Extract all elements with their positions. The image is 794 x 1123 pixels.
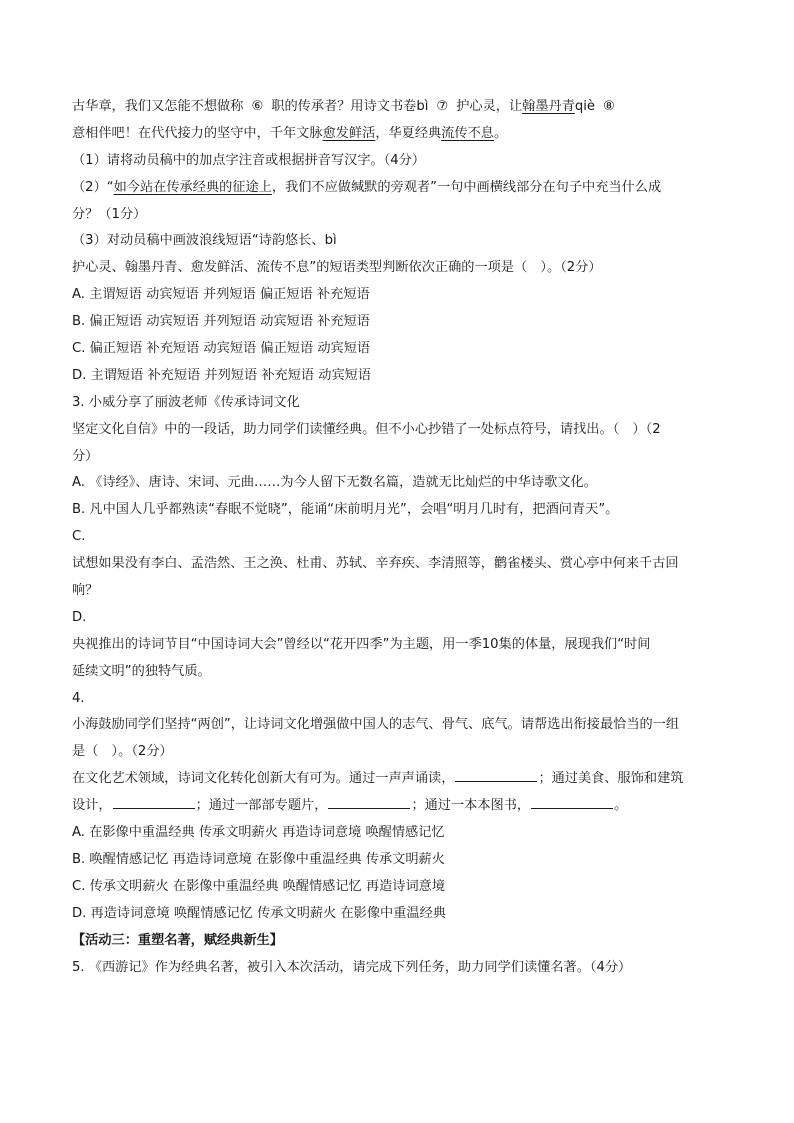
option-c-label: C. [72, 529, 86, 545]
option-c-cont: 响？ [72, 583, 99, 599]
option-a: A. 在影像中重温经典 传承文明薪火 再造诗词意境 唤醒情感记忆 [72, 825, 445, 841]
question-2-3: （3）对动员稿中画波浪线短语“诗韵悠长、bì [72, 233, 337, 249]
option-d: 央视推出的诗词节目“中国诗词大会”曾经以“花开四季”为主题，用一季10集的体量，展现我们“时间 [72, 636, 651, 652]
question-2-2: （2）“如今站在传承经典的征途上，我们不应做缄默的旁观者”一句中画横线部分在句子中充当什么成 [72, 179, 662, 195]
section-heading: 【活动三：重塑名著，赋经典新生】 [72, 932, 283, 948]
question-3-cont: 坚定文化自信》中的一段话，助力同学们读懂经典。但不小心抄错了一处标点符号，请找出。（ ）（2 [72, 421, 661, 437]
option-d-cont: 延续文明”的独特气质。 [72, 663, 211, 679]
question-4-number: 4. [72, 690, 85, 706]
circled-number-8: ⑧ [603, 99, 615, 114]
option-c: C. 偏正短语 补充短语 动宾短语 偏正短语 动宾短语 [72, 341, 371, 357]
circled-number-6: ⑥ [251, 99, 264, 114]
question-4-cont: 是（ ）。（2分） [72, 744, 173, 760]
question-4: 小海鼓励同学们坚持“两创”，让诗词文化增强做中国人的志气、骨气、底气。请帮选出衔接最恰当的一组 [72, 717, 680, 733]
option-b: B. 偏正短语 动宾短语 并列短语 动宾短语 补充短语 [72, 314, 370, 330]
option-c: C. 传承文明薪火 在影像中重温经典 唤醒情感记忆 再造诗词意境 [72, 878, 446, 894]
option-d: D. 再造诗词意境 唤醒情感记忆 传承文明薪火 在影像中重温经典 [72, 905, 446, 921]
option-c: 试想如果没有李白、孟浩然、王之涣、杜甫、苏轼、辛弃疾、李清照等，鹳雀楼头、赏心亭中何来千古回 [72, 556, 679, 572]
underlined-phrase: 翰墨丹青 [522, 99, 575, 114]
answer-blank [455, 767, 537, 782]
question-2-1: （1）请将动员稿中的加点字注音或根据拼音写汉字。（4分） [72, 152, 426, 168]
document-page [72, 94, 722, 981]
option-a: A. 主谓短语 动宾短语 并列短语 偏正短语 补充短语 [72, 287, 370, 303]
option-d: D. 主谓短语 补充短语 并列短语 补充短语 动宾短语 [72, 367, 372, 383]
answer-blank [531, 794, 613, 809]
question-2-2-cont: 分？（1分） [72, 206, 147, 222]
answer-blank [113, 794, 195, 809]
option-b: B. 凡中国人几乎都熟读“春眠不觉晓”，能诵“床前明月光”，会唱“明月几时有，把酒问青天”。 [72, 502, 619, 518]
text-line-2: 意相伴吧！在代代接力的坚守中，千年文脉愈发鲜活，华夏经典流传不息。 [72, 125, 508, 141]
option-b: B. 唤醒情感记忆 再造诗词意境 在影像中重温经典 传承文明薪火 [72, 851, 445, 867]
question-2-3-cont: 护心灵、翰墨丹青、愈发鲜活、流传不息”的短语类型判断依次正确的一项是（ ）。（2分） [72, 260, 602, 276]
circled-number-7: ⑦ [436, 99, 449, 114]
underlined-phrase: 如今站在传承经典的征途上 [113, 179, 272, 195]
question-3-cont: 分） [72, 448, 99, 464]
question-3: 3. 小威分享了丽波老师《传承诗词文化 [72, 394, 300, 410]
option-d-label: D. [72, 609, 87, 625]
underlined-phrase: 流传不息 [441, 125, 494, 141]
question-5: 5. 《西游记》作为经典名著，被引入本次活动，请完成下列任务，助力同学们读懂名著。（4分） [72, 959, 632, 975]
underlined-phrase: 愈发鲜活 [322, 125, 376, 141]
fill-blank-line-2: 设计， ；通过一部部专题片， ；通过一本本图书， 。 [72, 793, 722, 820]
option-a: A. 《诗经》、唐诗、宋词、元曲……为今人留下无数名篇，造就无比灿烂的中华诗歌文化。 [72, 475, 597, 491]
fill-blank-line-1: 在文化艺术领域，诗词文化转化创新大有可为。通过一声声诵读， ；通过美食、服饰和建筑 [72, 766, 722, 793]
text-line-1: 古华章，我们又怎能不想做称 ⑥ 职的传承者？用诗文书卷bì ⑦ 护心灵，让翰墨丹青qiè ⑧ [72, 99, 615, 114]
answer-blank [328, 794, 410, 809]
